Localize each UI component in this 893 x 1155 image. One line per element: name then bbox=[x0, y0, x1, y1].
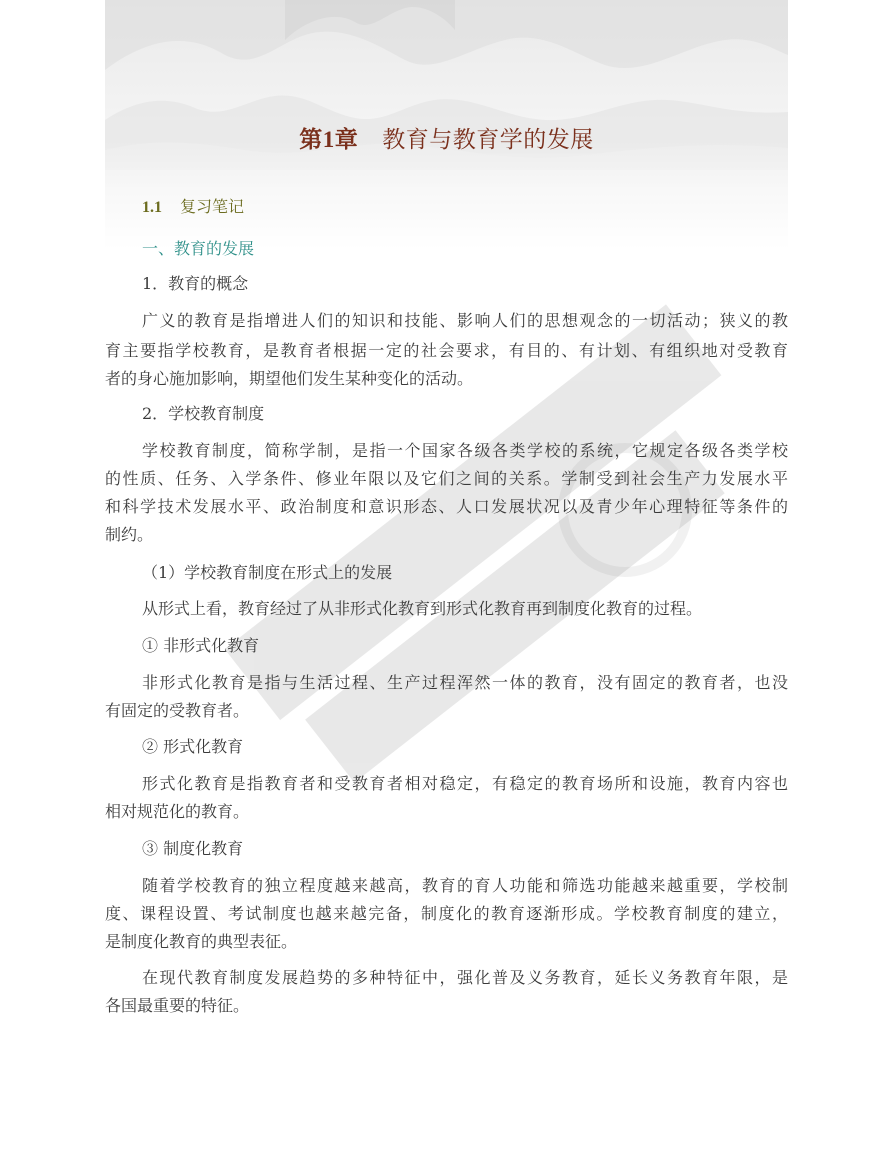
paragraph-line: 是制度化教育的典型表征。 bbox=[105, 932, 298, 951]
paragraph-line: 的性质、任务、入学条件、修业年限以及它们之间的关系。学制受到社会生产力发展水平 bbox=[105, 469, 788, 488]
paragraph-line: 各国最重要的特征。 bbox=[105, 996, 250, 1015]
section-number: 1.1 bbox=[142, 199, 162, 216]
paragraph-line: 育主要指学校教育，是教育者根据一定的社会要求，有目的、有计划、有组织地对受教育 bbox=[105, 341, 788, 360]
section-name: 复习笔记 bbox=[180, 197, 245, 216]
paragraph-line: 形式化教育是指教育者和受教育者相对稳定，有稳定的教育场所和设施，教育内容也 bbox=[142, 774, 788, 793]
document-page bbox=[105, 0, 788, 1155]
section-heading bbox=[142, 194, 244, 217]
heading-school-system: 2．学校教育制度 bbox=[142, 404, 265, 423]
paragraph-line: 相对规范化的教育。 bbox=[105, 802, 250, 821]
chapter-title bbox=[105, 121, 788, 154]
paragraph-line: 非形式化教育是指与生活过程、生产过程浑然一体的教育，没有固定的教育者，也没 bbox=[142, 673, 788, 692]
paragraph-line: 度、课程设置、考试制度也越来越完备，制度化的教育逐渐形成。学校教育制度的建立， bbox=[105, 904, 788, 923]
paragraph-line: 在现代教育制度发展趋势的多种特征中，强化普及义务教育，延长义务教育年限，是 bbox=[142, 968, 788, 987]
paragraph-line: 制约。 bbox=[105, 525, 154, 544]
item-heading-informal-education: ① 非形式化教育 bbox=[142, 636, 260, 655]
paragraph-line: 者的身心施加影响，期望他们发生某种变化的活动。 bbox=[105, 369, 474, 388]
item-heading-institutional-education: ③ 制度化教育 bbox=[142, 839, 244, 858]
paragraph-line: 和科学技术发展水平、政治制度和意识形态、人口发展状况以及青少年心理特征等条件的 bbox=[105, 497, 788, 516]
paragraph-line: 学校教育制度，简称学制，是指一个国家各级各类学校的系统，它规定各级各类学校 bbox=[142, 441, 788, 460]
subsection-heading: 一、教育的发展 bbox=[142, 239, 255, 258]
paragraph-line: 从形式上看，教育经过了从非形式化教育到形式化教育再到制度化教育的过程。 bbox=[142, 599, 703, 618]
heading-education-concept: 1．教育的概念 bbox=[142, 274, 249, 293]
chapter-number: 第1章 bbox=[299, 127, 359, 152]
item-heading-formal-education: ② 形式化教育 bbox=[142, 737, 244, 756]
chapter-name: 教育与教育学的发展 bbox=[382, 127, 594, 153]
subheading-form-development: （1）学校教育制度在形式上的发展 bbox=[142, 563, 393, 582]
paragraph-line: 广义的教育是指增进人们的知识和技能、影响人们的思想观念的一切活动；狭义的教 bbox=[142, 311, 788, 330]
paragraph-line: 随着学校教育的独立程度越来越高，教育的育人功能和筛选功能越来越重要，学校制 bbox=[142, 876, 788, 895]
paragraph-line: 有固定的受教育者。 bbox=[105, 701, 250, 720]
